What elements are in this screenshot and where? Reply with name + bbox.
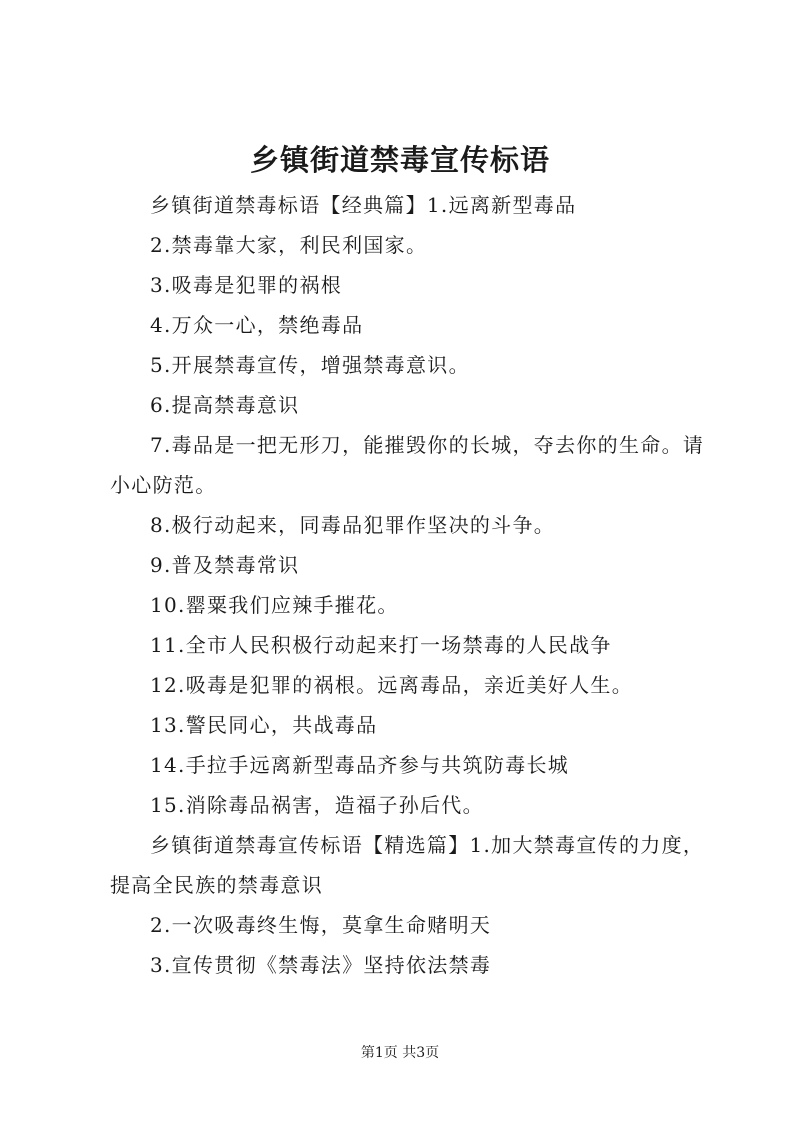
- paragraph: 15.消除毒品祸害，造福子孙后代。: [150, 793, 484, 817]
- paragraph: 10.罂粟我们应辣手摧花。: [150, 593, 399, 617]
- paragraph: 12.吸毒是犯罪的祸根。远离毒品，亲近美好人生。: [150, 673, 634, 697]
- paragraph: 8.极行动起来，同毒品犯罪作坚决的斗争。: [150, 513, 556, 537]
- paragraph: 乡镇街道禁毒宣传标语【精选篇】1.加大禁毒宣传的力度，提高全民族的禁毒意识: [110, 833, 705, 897]
- paragraph: 9.普及禁毒常识: [150, 553, 300, 577]
- paragraph: 2.一次吸毒终生悔，莫拿生命赌明天: [150, 913, 492, 937]
- paragraph: 13.警民同心，共战毒品: [150, 713, 378, 737]
- page-title: 乡镇街道禁毒宣传标语: [249, 143, 550, 177]
- paragraph: 14.手拉手远离新型毒品齐参与共筑防毒长城: [150, 753, 570, 777]
- paragraph: 3.吸毒是犯罪的祸根: [150, 273, 343, 297]
- page-footer: 第1页 共3页: [360, 1045, 440, 1061]
- paragraph: 2.禁毒靠大家，利民利国家。: [150, 233, 428, 257]
- paragraph: 3.宣传贯彻《禁毒法》坚持依法禁毒: [150, 953, 492, 977]
- paragraph: 6.提高禁毒意识: [150, 393, 300, 417]
- paragraph: 11.全市人民积极行动起来打一场禁毒的人民战争: [150, 633, 612, 657]
- paragraph: 4.万众一心，禁绝毒品: [150, 313, 364, 337]
- paragraph: 乡镇街道禁毒标语【经典篇】1.远离新型毒品: [150, 193, 577, 217]
- document-body: [110, 185, 705, 985]
- paragraph: 7.毒品是一把无形刀，能摧毁你的长城，夺去你的生命。请小心防范。: [110, 433, 705, 497]
- paragraph: 5.开展禁毒宣传，增强禁毒意识。: [150, 353, 470, 377]
